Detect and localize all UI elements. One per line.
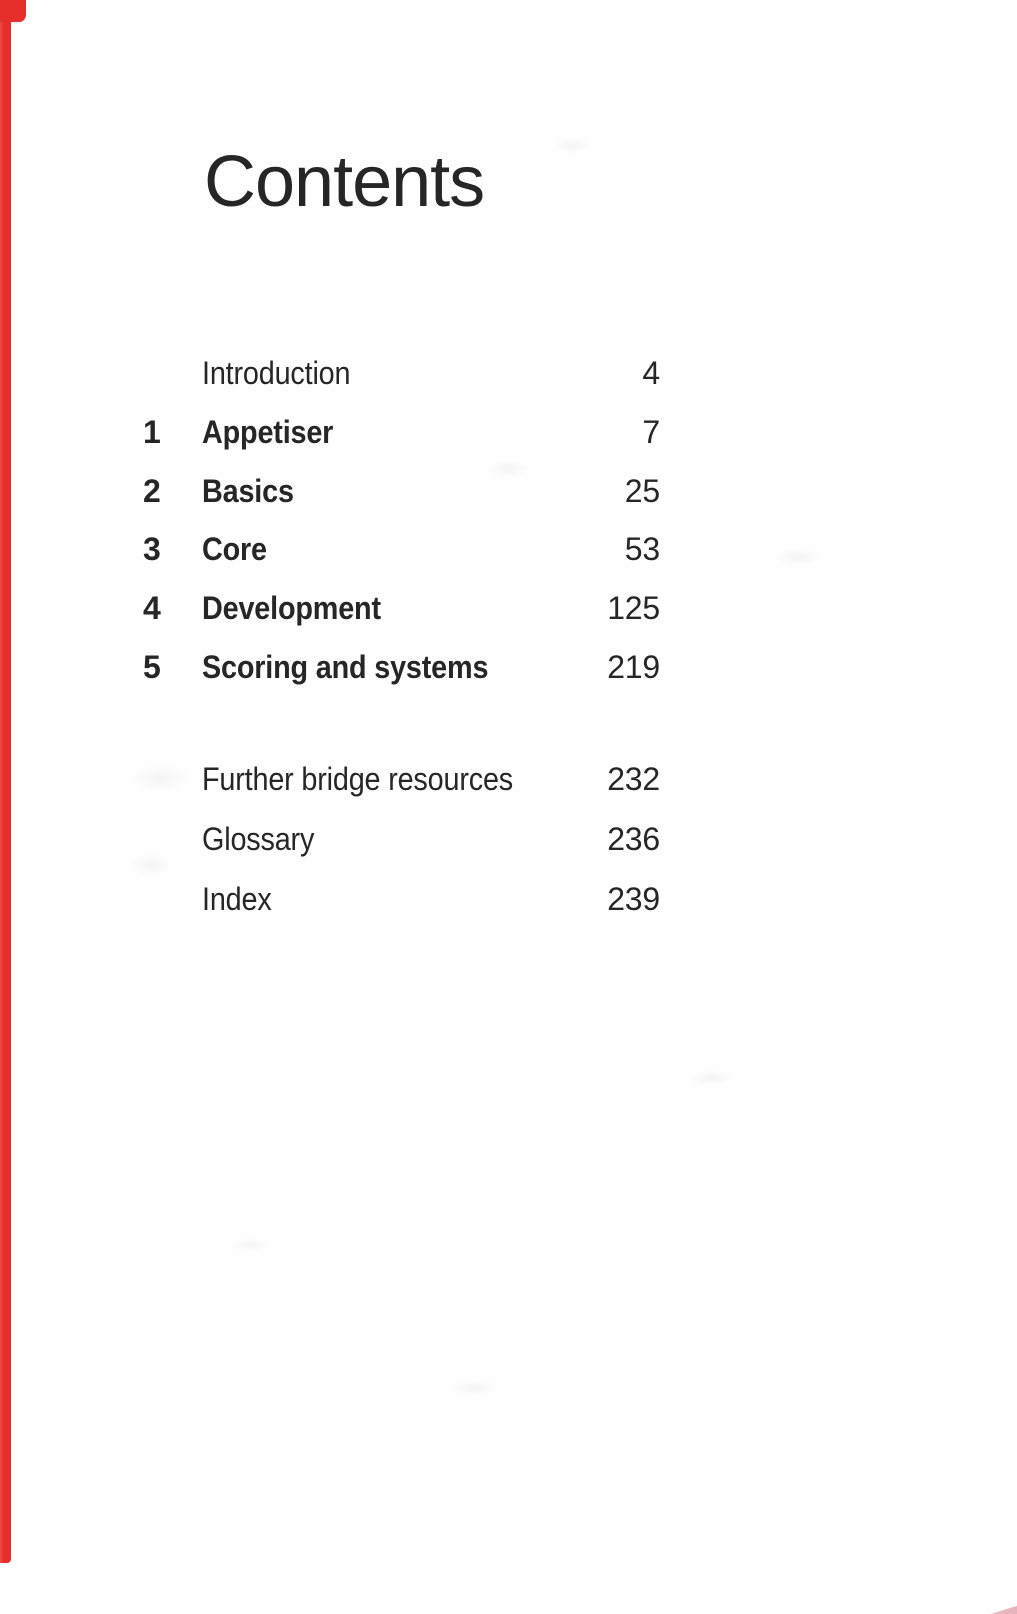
toc-row	[143, 529, 660, 588]
entry-page-number: 7	[642, 413, 660, 450]
entry-page-number: 219	[607, 648, 660, 685]
entry-title: Core	[202, 531, 267, 568]
toc-row	[143, 412, 660, 471]
toc-chapter-list	[143, 353, 660, 706]
entry-page-number: 232	[607, 761, 660, 797]
scan-corner-artifact	[907, 1602, 1017, 1614]
page-title: Contents	[204, 142, 485, 222]
paper-smudge	[688, 1070, 734, 1086]
chapter-number: 3	[143, 531, 161, 568]
chapter-number: 4	[143, 590, 161, 627]
toc-row	[143, 471, 660, 530]
paper-smudge	[450, 1380, 500, 1396]
toc-row	[143, 759, 660, 819]
entry-title: Scoring and systems	[202, 648, 489, 685]
red-book-edge-strip	[0, 0, 11, 1563]
chapter-number: 5	[143, 648, 161, 685]
paper-smudge	[230, 1238, 272, 1252]
paper-smudge	[773, 548, 821, 566]
entry-page-number: 239	[607, 881, 660, 917]
paper-smudge	[553, 138, 591, 154]
entry-title: Further bridge resources	[202, 761, 514, 797]
toc-row	[143, 879, 660, 939]
entry-page-number: 53	[624, 531, 660, 568]
chapter-number: 1	[143, 413, 161, 450]
entry-title: Glossary	[202, 821, 315, 857]
toc-row	[143, 819, 660, 879]
entry-page-number: 236	[607, 821, 660, 857]
entry-title: Appetiser	[202, 413, 334, 450]
entry-page-number: 4	[642, 355, 660, 391]
entry-page-number: 25	[624, 472, 660, 509]
entry-title: Introduction	[202, 355, 351, 391]
toc-row	[143, 647, 660, 706]
chapter-number: 2	[143, 472, 161, 509]
red-book-edge-top-stub	[0, 0, 26, 22]
entry-title: Index	[202, 881, 272, 917]
toc-backmatter-list	[143, 759, 660, 939]
entry-title: Development	[202, 590, 381, 627]
toc-row	[143, 353, 660, 412]
entry-page-number: 125	[607, 590, 660, 627]
toc-row	[143, 588, 660, 647]
entry-title: Basics	[202, 472, 294, 509]
